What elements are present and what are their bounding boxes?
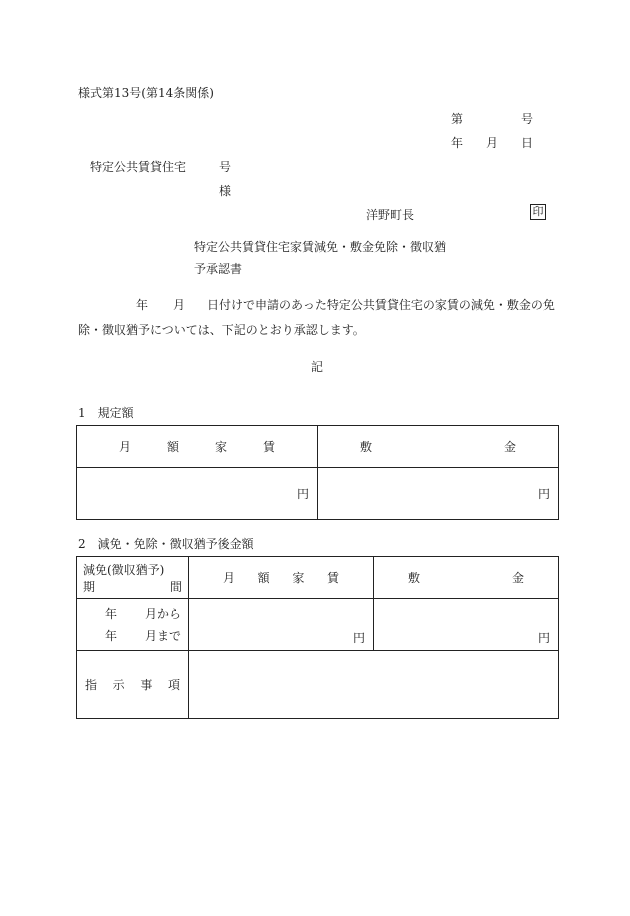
- section1-title: 1 規定額: [78, 406, 134, 420]
- hdr-char: 家: [292, 571, 305, 585]
- yen-unit: 円: [537, 487, 550, 501]
- hdr-char: 敷: [360, 440, 373, 454]
- instr-char: 事: [140, 678, 153, 692]
- section2-table: [76, 556, 559, 719]
- hdr-char: 金: [503, 440, 516, 454]
- issuer-title: 洋野町長: [366, 208, 415, 222]
- hdr-char: 月: [223, 571, 236, 585]
- section1-header-deposit: [318, 426, 559, 468]
- section2-period-range: [77, 599, 189, 651]
- yen-unit: 円: [352, 631, 365, 645]
- period-label-char: 間: [169, 579, 182, 594]
- date-day: 日: [521, 136, 534, 150]
- yen-unit: 円: [537, 631, 550, 645]
- date-month: 月: [486, 136, 499, 150]
- hdr-char: 月: [119, 440, 132, 454]
- ki-label: 記: [311, 360, 324, 374]
- section2-period-label: [77, 557, 189, 599]
- to-year: 年: [104, 628, 117, 643]
- recipient-housing: 特定公共賃貸住宅: [90, 160, 187, 174]
- section2-instructions-content: [189, 651, 559, 719]
- section2-rent-amount: [189, 599, 374, 651]
- hdr-char: 金: [511, 571, 524, 585]
- section2-header-rent: [189, 557, 374, 599]
- from-year: 年: [104, 606, 117, 621]
- instr-char: 指: [85, 678, 98, 692]
- section2-deposit-amount: [374, 599, 559, 651]
- hdr-char: 敷: [408, 571, 421, 585]
- body-month: 月: [173, 298, 186, 312]
- section1-rent-amount: [77, 468, 318, 520]
- instr-char: 項: [167, 678, 180, 692]
- section1-header-rent: [77, 426, 318, 468]
- section2-header-deposit: [374, 557, 559, 599]
- hdr-char: 賃: [262, 440, 275, 454]
- hdr-char: 額: [257, 571, 270, 585]
- section2-title: 2 減免・免除・徴収猶予後金額: [78, 537, 254, 551]
- ref-go: 号: [521, 112, 534, 126]
- recipient-sama: 様: [219, 184, 232, 198]
- hdr-char: 賃: [326, 571, 339, 585]
- recipient-go: 号: [219, 160, 232, 174]
- body-line1-rest: 日付けで申請のあった特定公共賃貸住宅の家賃の減免・敷金の免: [207, 298, 555, 312]
- seal-box: 印: [530, 204, 546, 220]
- seal-mark: [530, 204, 546, 220]
- section1-table: [76, 425, 559, 520]
- period-label-top: 減免(徴収猶予): [83, 562, 165, 577]
- doc-title-line2: 予承認書: [194, 262, 243, 276]
- to-month: 月まで: [144, 628, 181, 643]
- yen-unit: 円: [296, 487, 309, 501]
- section1-deposit-amount: [318, 468, 559, 520]
- hdr-char: 額: [166, 440, 179, 454]
- ref-dai: 第: [451, 112, 464, 126]
- body-year: 年: [136, 298, 149, 312]
- body-line2: 除・徴収猶予については、下記のとおり承認します。: [78, 323, 365, 337]
- hdr-char: 家: [214, 440, 227, 454]
- section2-instructions-label: [77, 651, 189, 719]
- date-year: 年: [451, 136, 464, 150]
- form-number: 様式第13号(第14条関係): [78, 86, 214, 100]
- doc-title-line1: 特定公共賃貸住宅家賃減免・敷金免除・徴収猶: [194, 240, 447, 254]
- from-month: 月から: [144, 606, 181, 621]
- instr-char: 示: [112, 678, 125, 692]
- period-label-char: 期: [83, 579, 96, 594]
